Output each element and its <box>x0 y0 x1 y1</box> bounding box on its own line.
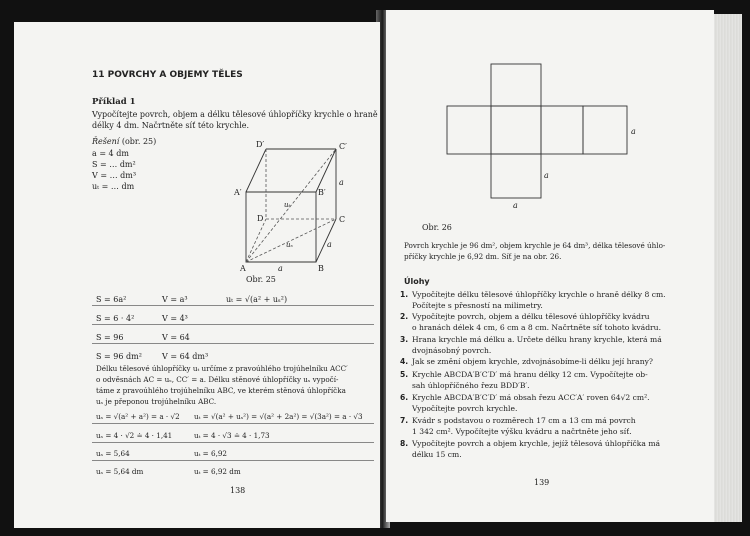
task-item <box>400 392 690 414</box>
task-item <box>400 334 690 356</box>
edge-label: a <box>544 171 549 180</box>
task-number: 7. <box>400 416 409 425</box>
figure-caption: Obr. 25 <box>246 275 276 284</box>
row-separator <box>92 343 374 344</box>
calc-cell: V = a³ <box>162 295 188 304</box>
calc-cell: S = 96 <box>96 333 124 342</box>
page-number: 138 <box>230 486 246 495</box>
task-number: 3. <box>400 335 409 344</box>
vertex-label: C′ <box>339 142 347 151</box>
edge-label: a <box>631 127 636 136</box>
task-text-line: Počítejte s přesností na milimetry. <box>412 301 543 310</box>
calc-cell: V = 64 <box>162 333 190 342</box>
task-number: 2. <box>400 312 409 321</box>
task-number: 8. <box>400 439 409 448</box>
task-item <box>400 438 690 460</box>
vertex-label: B′ <box>318 188 326 197</box>
calc-cell: uₛ = 4 · √2 ≐ 4 · 1,41 <box>96 431 173 440</box>
net-face <box>447 106 491 154</box>
paragraph-line: Délku tělesové úhlopříčky uₜ určíme z pravoúhlého trojúhelníku ACC′ <box>96 364 348 373</box>
task-text-line: Vypočítejte povrch a objem krychle, jejíž tělesová úhlopříčka má <box>412 439 661 448</box>
solution-label-text: Řešení <box>92 137 120 146</box>
figure-caption: Obr. 26 <box>422 223 452 232</box>
task-text-line: Vypočítejte délku tělesové úhlopříčky krychle o hraně délky 8 cm. <box>412 290 666 299</box>
net-face <box>491 106 541 154</box>
vertex-label: C <box>339 215 346 224</box>
task-text-line: Hrana krychle má délku a. Určete délku hrany krychle, která má <box>412 335 662 344</box>
paragraph-line: táme z pravoúhlého trojúhelníku ABC, ve kterém stěnová úhlopříčka <box>96 386 346 395</box>
task-text-line: Krychle ABCDA′B′C′D′ má obsah řezu ACC′A′ roven 64√2 cm². <box>412 393 650 402</box>
task-text-line: Jak se změní objem krychle, zdvojnásobíme-li délku její hrany? <box>412 357 653 366</box>
task-text-line: Vypočítejte povrch, objem a délku tělesové úhlopříčky kvádru <box>412 312 650 321</box>
right-page <box>386 10 714 522</box>
calc-cell: uₜ = 6,92 <box>194 449 227 458</box>
solution-label <box>92 137 156 146</box>
edge-label: a <box>327 240 332 249</box>
row-separator <box>92 460 374 461</box>
task-text-line: délku 15 cm. <box>412 450 462 459</box>
task-text-line: sah úhlopříčného řezu BDD′B′. <box>412 381 530 390</box>
given-line: uₜ = … dm <box>92 182 135 191</box>
edge-label: a <box>278 264 283 272</box>
task-item <box>400 289 690 311</box>
solution-ref: (obr. 25) <box>121 137 157 146</box>
chapter-title: 11 POVRCHY A OBJEMY TĚLES <box>92 70 243 80</box>
page-edges <box>712 14 742 522</box>
net-face <box>491 154 541 198</box>
calc-cell: uₜ = 6,92 dm <box>194 467 241 476</box>
example-text-line: délky 4 dm. Načrtněte síť této krychle. <box>92 121 250 130</box>
summary-line: Povrch krychle je 96 dm², objem krychle je 64 dm³, délka tělesové úhlo- <box>404 241 666 250</box>
calc-cell: uₜ = √(a² + uₛ²) <box>226 295 288 304</box>
page-number: 139 <box>534 478 550 487</box>
net-face <box>583 106 627 154</box>
task-number: 5. <box>400 370 409 379</box>
edge-label: a <box>513 201 518 210</box>
net-face <box>541 106 583 154</box>
cube-edge <box>246 149 266 192</box>
task-item <box>400 311 690 333</box>
vertex-label: B <box>318 264 324 272</box>
summary-line: příčky krychle je 6,92 dm. Síť je na obr. 26. <box>404 252 562 261</box>
row-separator <box>92 442 374 443</box>
cube-net-figure <box>441 60 641 210</box>
given-line: S = … dm² <box>92 160 136 169</box>
vertex-label: A′ <box>234 188 242 197</box>
net-face <box>491 64 541 106</box>
paragraph-line: o odvěsnách AC = uₛ, CC′ = a. Délku stěnové úhlopříčky uₛ vypočí- <box>96 375 339 384</box>
tasks-heading: Úlohy <box>404 277 430 286</box>
vertex-label: D <box>257 214 264 223</box>
row-separator <box>92 423 374 424</box>
example-text-line: Vypočítejte povrch, objem a délku tělesové úhlopříčky krychle o hraně <box>92 110 378 119</box>
cube-front-face <box>246 192 316 262</box>
example-heading: Příklad 1 <box>92 97 136 107</box>
calc-cell: uₛ = 5,64 <box>96 449 130 458</box>
task-text-line: Vypočítejte povrch krychle. <box>412 404 518 413</box>
calc-cell: uₛ = √(a² + a²) = a · √2 <box>96 412 180 421</box>
cube-figure <box>226 137 366 272</box>
calc-cell: V = 64 dm³ <box>162 352 209 361</box>
task-text-line: Kvádr s podstavou o rozměrech 17 cm a 13 cm má povrch <box>412 416 636 425</box>
left-page <box>14 22 380 528</box>
paragraph-line: uₛ je přeponou trojúhelníku ABC. <box>96 397 217 406</box>
vertex-label: A <box>240 264 246 272</box>
task-item <box>400 369 690 391</box>
calc-cell: uₛ = 5,64 dm <box>96 467 144 476</box>
task-item <box>400 415 690 437</box>
calc-cell: uₜ = 4 · √3 ≐ 4 · 1,73 <box>194 431 270 440</box>
given-line: V = … dm³ <box>92 171 137 180</box>
task-item <box>400 356 690 367</box>
cube-edge <box>316 219 336 262</box>
row-separator <box>92 324 374 325</box>
diagonal-label: uₛ <box>286 241 293 249</box>
task-text-line: dvojnásobný povrch. <box>412 346 492 355</box>
task-text-line: Krychle ABCDA′B′C′D′ má hranu délky 12 cm. Vypočítejte ob- <box>412 370 648 379</box>
task-text-line: o hranách délek 4 cm, 6 cm a 8 cm. Načrtněte síť tohoto kvádru. <box>412 323 661 332</box>
calc-cell: S = 96 dm² <box>96 352 142 361</box>
calc-cell: S = 6a² <box>96 295 127 304</box>
calc-cell: uₜ = √(a² + uₛ²) = √(a² + 2a²) = √(3a²) = a · √3 <box>194 412 363 421</box>
given-line: a = 4 dm <box>92 149 129 158</box>
edge-label: a <box>339 178 344 187</box>
row-separator <box>92 305 374 306</box>
task-number: 1. <box>400 290 409 299</box>
calc-cell: S = 6 · 4² <box>96 314 135 323</box>
calc-cell: V = 4³ <box>162 314 188 323</box>
diagonal-label: uₜ <box>284 201 291 209</box>
task-text-line: 1 342 cm². Vypočítejte výšku kvádru a načrtněte jeho síť. <box>412 427 632 436</box>
vertex-label: D′ <box>256 140 265 149</box>
task-number: 4. <box>400 357 409 366</box>
task-number: 6. <box>400 393 409 402</box>
